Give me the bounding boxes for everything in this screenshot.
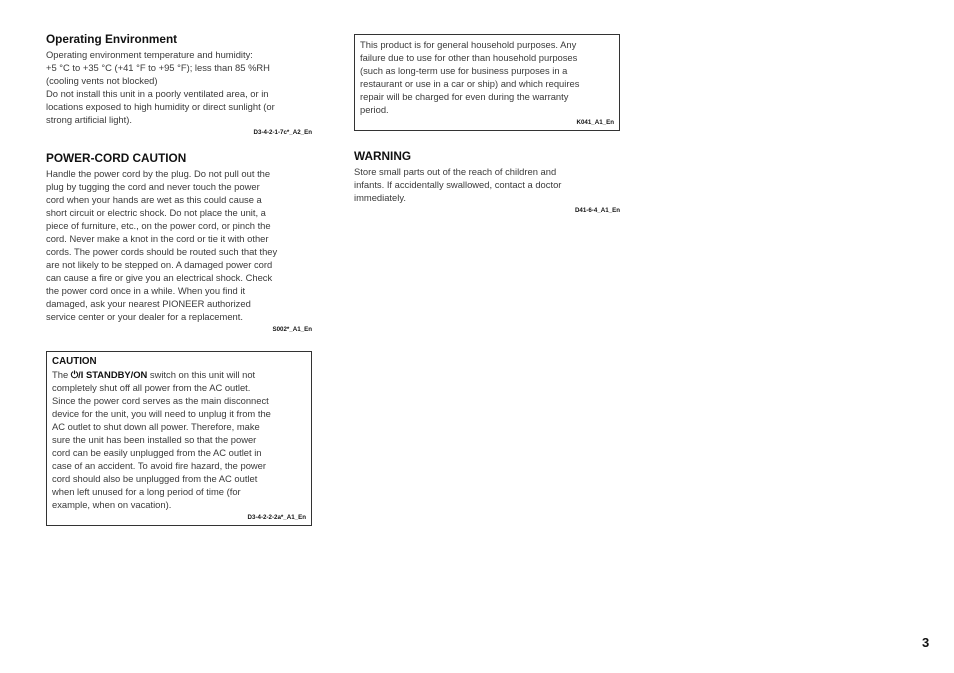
page-number: 3 [922, 635, 930, 650]
body-line: cord should also be unplugged from the AC outlet [52, 473, 258, 484]
reference-code: D3-4-2-2-2a*_A1_En [247, 514, 306, 521]
body-line: cord. Never make a knot in the cord or tie it with other [46, 233, 269, 244]
power-cord-caution-title: POWER-CORD CAUTION [46, 151, 187, 165]
body-line: +5 °C to +35 °C (+41 °F to +95 °F); less than 85 %RH [46, 62, 270, 73]
body-line: (cooling vents not blocked) [46, 75, 158, 86]
body-line: example, when on vacation). [52, 499, 172, 510]
body-line: when left unused for a long period of time (for [52, 486, 241, 497]
reference-code: K041_A1_En [576, 119, 614, 126]
operating-environment-body [46, 48, 312, 126]
standby-switch-label: ⏻/I STANDBY/ON [70, 369, 148, 380]
body-line: This product is for general household purposes. Any [360, 39, 577, 50]
body-line: plug by tugging the cord and never touch the power [46, 181, 260, 192]
body-line: sure the unit has been installed so that the power [52, 434, 257, 445]
body-line: (such as long-term use for business purposes in a [360, 65, 568, 76]
body-line: locations exposed to high humidity or direct sunlight (or [46, 101, 275, 112]
body-line: Operating environment temperature and humidity: [46, 49, 253, 60]
body-line: case of an accident. To avoid fire hazard, the power [52, 460, 267, 471]
body-line: short circuit or electric shock. Do not place the unit, a [46, 207, 266, 218]
body-line: completely shut off all power from the AC outlet. [52, 382, 251, 393]
body-line: Since the power cord serves as the main disconnect [52, 395, 269, 406]
operating-environment-section [46, 32, 312, 137]
caution-first-line-suffix: switch on this unit will not [147, 369, 256, 380]
body-line: device for the unit, you will need to unplug it from the [52, 408, 271, 419]
right-column [354, 34, 620, 215]
body-line: the power cord once in a while. When you find it [46, 285, 246, 296]
body-line: damaged, ask your nearest PIONEER authorized [46, 298, 251, 309]
body-line: are not likely to be stepped on. A damaged power cord [46, 259, 273, 270]
body-line: Handle the power cord by the plug. Do not pull out the [46, 168, 271, 179]
body-line: immediately. [354, 192, 406, 203]
caution-box [46, 351, 312, 526]
body-line: cord can be easily unplugged from the AC outlet in [52, 447, 262, 458]
reference-code: S002*_A1_En [272, 326, 312, 333]
power-cord-caution-body [46, 167, 312, 323]
body-line: cord when your hands are wet as this could cause a [46, 194, 262, 205]
operating-environment-title: Operating Environment [46, 32, 178, 46]
power-cord-caution-section [46, 151, 312, 334]
warning-title: WARNING [354, 149, 412, 163]
body-line: Store small parts out of the reach of children and [354, 166, 557, 177]
body-line: strong artificial light). [46, 114, 132, 125]
warning-section [354, 149, 620, 215]
left-column [46, 32, 312, 526]
reference-code: D3-4-2-1-7c*_A2_En [253, 129, 312, 136]
body-line: period. [360, 104, 389, 115]
body-line: AC outlet to shut down all power. Therefore, make [52, 421, 260, 432]
body-line: infants. If accidentally swallowed, contact a doctor [354, 179, 562, 190]
caution-title: CAUTION [52, 356, 97, 367]
body-line: failure due to use for other than household purposes [360, 52, 578, 63]
caution-first-line-prefix: The [52, 369, 71, 380]
body-line: restaurant or use in a car or ship) and which requires [360, 78, 580, 89]
body-line: piece of furniture, etc., on the power cord, or pinch the [46, 220, 271, 231]
caution-first-line [52, 368, 306, 381]
household-notice-box [354, 34, 620, 131]
body-line: Do not install this unit in a poorly ventilated area, or in [46, 88, 269, 99]
body-line: repair will be charged for even during the warranty [360, 91, 569, 102]
body-line: cords. The power cords should be routed such that they [46, 246, 278, 257]
body-line: service center or your dealer for a replacement. [46, 311, 243, 322]
reference-code: D41-6-4_A1_En [574, 207, 620, 214]
body-line: can cause a fire or give you an electrical shock. Check [46, 272, 273, 283]
